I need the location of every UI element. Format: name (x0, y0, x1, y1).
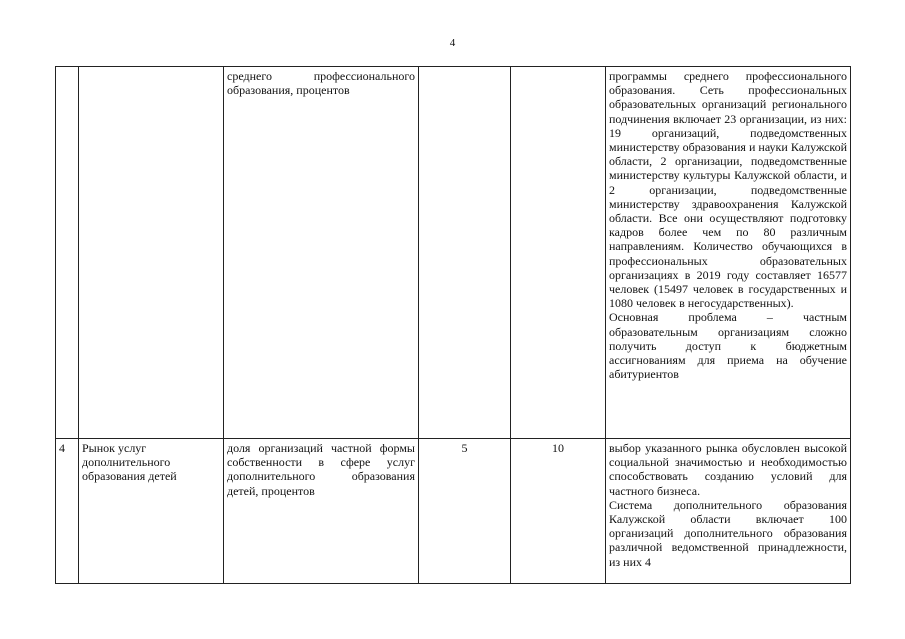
cell-number (56, 67, 79, 439)
description-paragraph: Основная проблема – частным образовательным организациям сложно получить доступ к бюджетным ассигнованиям для приема на обучение абитуриентов (609, 310, 847, 382)
cell-value-1: 5 (419, 439, 511, 584)
document-table (55, 66, 851, 584)
description-paragraph: выбор указанного рынка обусловлен высокой социальной значимостью и необходимостью способствовать созданию условий для частного бизнеса. (609, 441, 847, 498)
description-paragraph: программы среднего профессионального образования. Сеть профессиональных образовательных организаций регионального подчинения включает 23 организации, из них: 19 организаций, подведомственных министерству образования и науки Калужской области, 2 организации, подведомственные министерству культуры Калужской области, и 2 организации, подведомственные министерству здравоохранения Калужской области. Все они осуществляют подготовку кадров более чем по 80 различным направлениям. Количество обучающихся в профессиональных образовательных организациях в 2019 году составляет 16577 человек (15497 человек в государственных и 1080 человек в негосударственных). (609, 69, 847, 311)
cell-description (606, 67, 851, 439)
page-number: 4 (449, 37, 456, 49)
cell-number: 4 (56, 439, 79, 584)
cell-description (606, 439, 851, 584)
cell-indicator: среднего профессионального образования, процентов (224, 67, 419, 439)
cell-value-2 (511, 67, 606, 439)
table-row (56, 439, 851, 584)
cell-market (79, 67, 224, 439)
table-row (56, 67, 851, 439)
cell-market: Рынок услуг дополнительного образования детей (79, 439, 224, 584)
cell-value-1 (419, 67, 511, 439)
description-paragraph: Система дополнительного образования Калужской области включает 100 организаций дополнительного образования различной ведомственной принадлежности, из них 4 (609, 497, 847, 569)
cell-indicator: доля организаций частной формы собственности в сфере услуг дополнительного образования детей, процентов (224, 439, 419, 584)
cell-value-2: 10 (511, 439, 606, 584)
